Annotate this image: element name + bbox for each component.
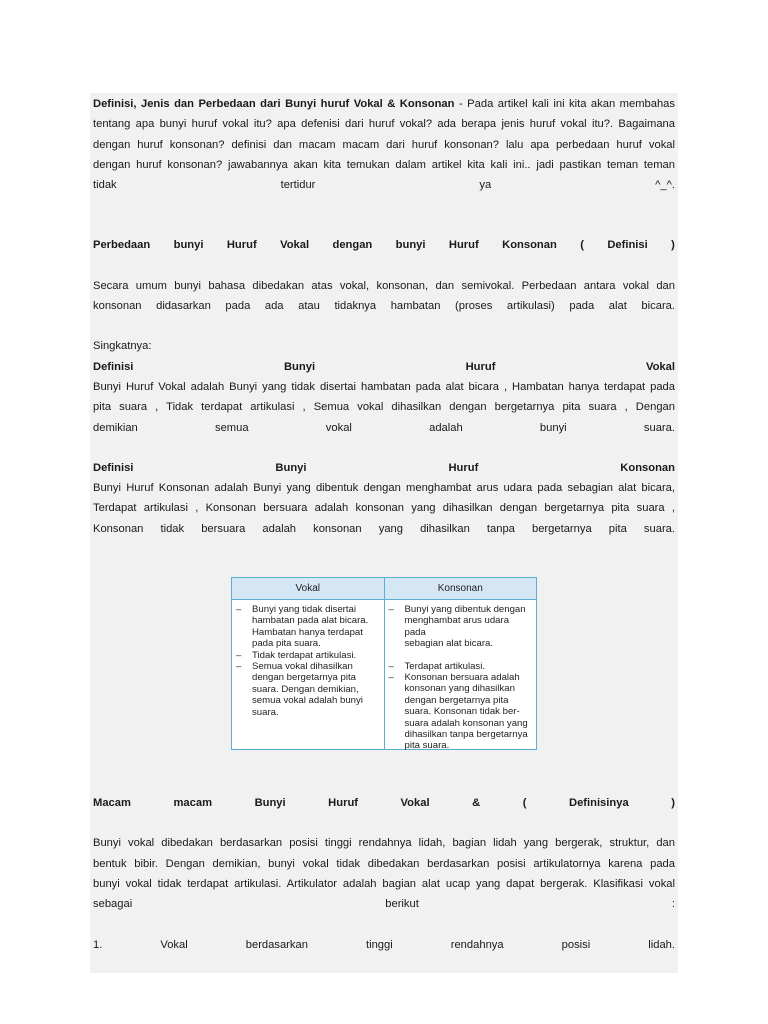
heading-definisi-vokal: Definisi Bunyi Huruf Vokal bbox=[93, 360, 675, 373]
table-header-konsonan: Konsonan bbox=[437, 583, 483, 594]
list-item: – Konsonan bersuara adalah konsonan yang dihasilkan dengan bergetarnya pita suara. Konsonan tidak ber- suara adalah konsonan yang dihasilkan tanpa bergetarnya pita suara. bbox=[389, 672, 531, 752]
table-column-konsonan bbox=[385, 600, 537, 750]
section-heading-perbedaan: Perbedaan bunyi Huruf Vokal dengan bunyi Huruf Konsonan ( Definisi ) bbox=[93, 239, 675, 252]
bunyi-vokal-last-line: sebagai berikut : bbox=[93, 898, 675, 911]
paragraph-bunyi-vokal: Bunyi vokal dibedakan berdasarkan posisi tinggi rendahnya lidah, bagian lidah yang bergerak, struktur, dan bentuk bibir. Dengan demikian, bunyi vokal tidak dibedakan berdasarkan posisi artikulatornya karena pada bunyi vokal tidak terdapat artikulasi. Artikulator adalah bagian alat ucap yang dapat bergerak. Klasifikasi vokal sebagai berikut : bbox=[93, 833, 675, 914]
article-body: Definisi, Jenis dan Perbedaan dari Bunyi huruf Vokal & Konsonan - Pada artikel kali ini kita akan membahas tentang apa bunyi huruf vokal itu? apa defenisi dari huruf vokal? ada berapa jenis huruf vokal itu?. Bagaimana dengan huruf konsonan? definisi dan macam macam dari huruf konsonan? lalu apa perbedaan huruf vokal dengan huruf konsonan? jawabannya akan kita temukan dalam artikel kita kali ini.. jadi pastikan teman teman tidak tertidur ya ^_^. Perbedaan bunyi Huruf Vokal dengan bunyi Huruf Konsonan ( Definisi ) Secara umum bunyi bahasa dibedakan atas vokal, konsonan, dan semivokal. Perbedaan antara vokal dan konsonan didasarkan pada ada atau tidaknya hambatan (proses artikulasi) pada alat bicara. Singkatnya: Definisi Bunyi Huruf Vokal Bunyi Huruf Vokal adalah Bunyi yang tidak disertai hambatan pada alat bicara , Hambatan hanya terdapat pada pita suara , Tidak terdapat artikulasi , Semua vokal dihasilkan dengan bergetarnya pita suara , Dengan demikian semua vokal adalah bunyi suara. Definisi Bunyi Huruf Konsonan Bunyi Huruf Konsonan adalah Bunyi yang dibentuk dengan menghambat arus udara pada sebagian alat bicara, Terdapat artikulasi , Konsonan bersuara adalah konsonan yang dihasilkan dengan bergetarnya pita suara , Konsonan tidak bersuara adalah konsonan yang dihasilkan tanpa bergetarnya pita suara. Macam macam Bunyi Huruf Vokal & ( Definisinya ) Bunyi vokal dibedakan berdasarkan posisi tinggi rendahnya lidah, bagian lidah yang bergerak, struktur, dan bentuk bibir. Dengan demikian, bunyi vokal tidak dibedakan berdasarkan posisi artikulatornya karena pada bunyi vokal tidak terdapat artikulasi. Artikulator adalah bagian alat ucap yang dapat bergerak. Klasifikasi vokal sebagai berikut : 1. Vokal berdasarkan tinggi rendahnya posisi lidah. bbox=[93, 93, 675, 955]
definisi-vokal-last-line: demikian semua vokal adalah bunyi suara. bbox=[93, 421, 675, 434]
document-page bbox=[90, 93, 678, 973]
definisi-konsonan-last-line: Konsonan tidak bersuara adalah konsonan yang dihasilkan tanpa bergetarnya pita suara. bbox=[93, 522, 675, 535]
article-title: Definisi, Jenis dan Perbedaan dari Bunyi huruf Vokal & Konsonan bbox=[93, 98, 455, 110]
table-header-vokal: Vokal bbox=[232, 578, 385, 599]
heading-definisi-konsonan: Definisi Bunyi Huruf Konsonan bbox=[93, 461, 675, 474]
comparison-table bbox=[231, 577, 537, 750]
intro-last-line: tidak tertidur ya ^_^. bbox=[93, 179, 675, 192]
paragraph-secara-umum: Secara umum bunyi bahasa dibedakan atas vokal, konsonan, dan semivokal. Perbedaan antara vokal dan konsonan didasarkan pada ada atau tidaknya hambatan (proses artikulasi) pada alat bicara. bbox=[93, 279, 675, 313]
list-item: – Bunyi yang tidak disertai hambatan pada alat bicara. Hambatan hanya terdapat pada pita suara. bbox=[236, 604, 378, 650]
table-column-vokal bbox=[232, 600, 385, 750]
intro-paragraph: Definisi, Jenis dan Perbedaan dari Bunyi huruf Vokal & Konsonan - Pada artikel kali ini kita akan membahas tentang apa bunyi huruf vokal itu? apa defenisi dari huruf vokal? ada berapa jenis huruf vokal itu?. Bagaimana dengan huruf konsonan? definisi dan macam macam dari huruf konsonan? lalu apa perbedaan huruf vokal dengan huruf konsonan? jawabannya akan kita temukan dalam artikel kita kali ini.. jadi pastikan teman teman tidak tertidur ya ^_^. bbox=[93, 94, 675, 195]
section-heading-macam-macam: Macam macam Bunyi Huruf Vokal & ( Definisinya ) bbox=[93, 797, 675, 810]
list-item: – Terdapat artikulasi. bbox=[389, 661, 531, 672]
list-item: – Semua vokal dihasilkan dengan bergetarnya pita suara. Dengan demikian, semua vokal adalah bunyi suara. bbox=[236, 661, 378, 718]
singkatnya-label: Singkatnya: bbox=[93, 340, 152, 353]
list-item: – Bunyi yang dibentuk dengan menghambat arus udara pada sebagian alat bicara. bbox=[389, 604, 531, 650]
list-item: – Tidak terdapat artikulasi. bbox=[236, 650, 378, 661]
table-header-row bbox=[232, 578, 536, 600]
table-body-row bbox=[232, 600, 536, 750]
list-item-1: 1. Vokal berdasarkan tinggi rendahnya posisi lidah. bbox=[93, 938, 675, 951]
